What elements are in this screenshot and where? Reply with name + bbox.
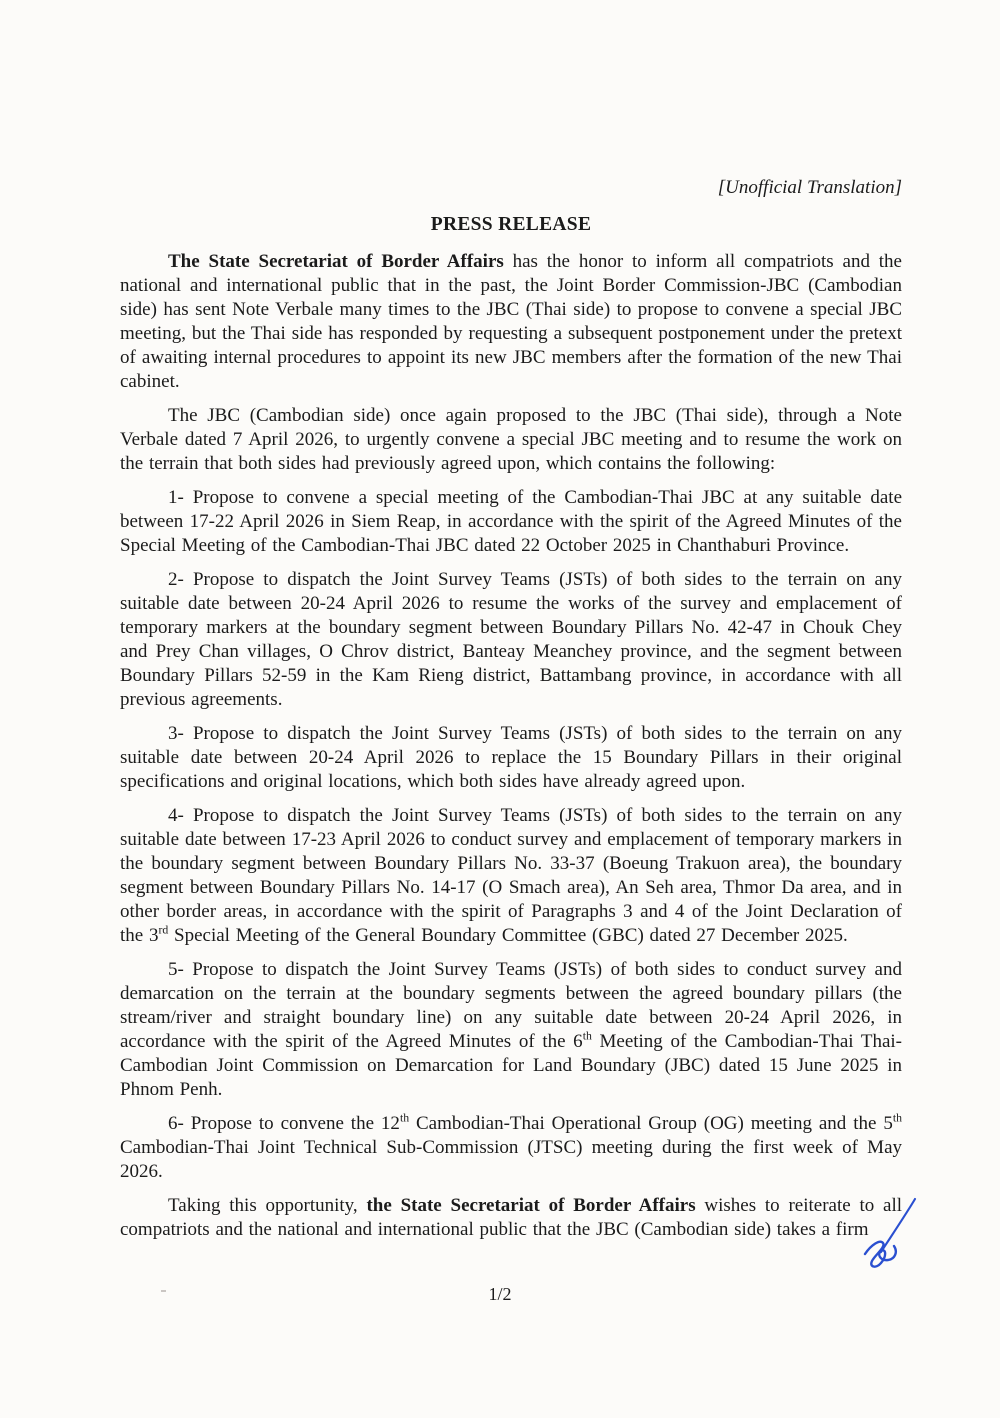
paragraph-item-4 [120,804,902,948]
paragraph-item-3 [120,722,902,794]
text-run: 1- Propose to convene a special meeting of the Cambodian-Thai JBC at any suitable date between 17-22 April 2026 in Siem Reap, in accordance with the spirit of the Agreed Minutes of the Special Meeting of the Cambodian-Thai JBC dated 22 October 2025 in Chanthaburi Province. [120,487,902,556]
text-run: The JBC (Cambodian side) once again proposed to the JBC (Thai side), through a Note Verbale dated 7 April 2026, to urgently convene a special JBC meeting and to resume the work on the terrain that both sides had previously agreed upon, which contains the following: [120,405,902,474]
text-run: wishes to reiterate to all compatriots and the national and international public that the JBC (Cambodian side) takes a firm [120,1195,903,1240]
ordinal-superscript: th [399,1111,410,1125]
document-content [120,0,902,1242]
paragraph-item-1 [120,486,902,558]
text-run: Cambodian-Thai Operational Group (OG) meeting and the 5 [409,1113,893,1134]
text-run: 6- Propose to convene the 12 [168,1113,400,1134]
scan-speck [161,1290,166,1292]
page-title: PRESS RELEASE [430,214,592,235]
org-name-bold: the State Secretariat of Border Affairs [366,1195,696,1216]
text-run: Cambodian-Thai Joint Technical Sub-Commission (JTSC) meeting during the first week of May 2026. [120,1137,902,1182]
text-run: has the honor to inform all compatriots and the national and international public that in the past, the Joint Border Commission-JBC (Cambodian side) has sent Note Verbale many times to the JBC (Thai side) to propose to convene a special JBC meeting, but the Thai side has responded by requesting a subsequent postponement under the pretext of awaiting internal procedures to appoint its new JBC members after the formation of the new Thai cabinet. [120,251,902,392]
ordinal-superscript: th [582,1029,592,1043]
text-run: Meeting of the Cambodian-Thai Thai-Cambodian Joint Commission on Demarcation for Land Boundary (JBC) dated 15 June 2025 in Phnom Penh. [120,1031,902,1100]
text-run: Special Meeting of the General Boundary Committee (GBC) dated 27 December 2025. [168,925,848,946]
paragraph-item-5 [120,958,902,1102]
page-number: 1/2 [488,1284,512,1304]
signature-initial [860,1194,928,1272]
org-name-bold: The State Secretariat of Border Affairs [168,251,504,272]
text-run: 4- Propose to dispatch the Joint Survey Teams (JSTs) of both sides to the terrain on any suitable date between 17-23 April 2026 to conduct survey and emplacement of temporary markers in the boundary segment between Boundary Pillars No. 33-37 (Boeung Trakuon area), the boundary segment between Boundary Pillars No. 14-17 (O Smach area), An Seh area, Thmor Da area, and in other border areas, in accordance with the spirit of Paragraphs 3 and 4 of the Joint Declaration of the 3 [120,805,902,946]
ordinal-superscript: rd [158,923,169,937]
paragraph-item-2 [120,568,902,712]
text-run: Taking this opportunity, [168,1195,367,1216]
translation-note: [Unofficial Translation] [717,177,902,198]
text-run: 3- Propose to dispatch the Joint Survey Teams (JSTs) of both sides to the terrain on any suitable date between 20-24 April 2026 to replace the 15 Boundary Pillars in their original specifications and original locations, which both sides have already agreed upon. [120,723,902,792]
text-run: 5- Propose to dispatch the Joint Survey Teams (JSTs) of both sides to conduct survey and demarcation on the terrain at the boundary segments between the agreed boundary pillars (the stream/river and straight boundary line) on any suitable date between 20-24 April 2026, in accordance with the spirit of the Agreed Minutes of the 6 [120,959,902,1052]
paragraph-intro [120,250,902,394]
paragraph-proposal-summary [120,404,902,476]
text-run: 2- Propose to dispatch the Joint Survey Teams (JSTs) of both sides to the terrain on any suitable date between 20-24 April 2026 to resume the works of the survey and emplacement of temporary markers at the boundary segment between Boundary Pillars No. 42-47 in Chouk Chey and Prey Chan villages, O Chrov district, Banteay Meanchey province, and the segment between Boundary Pillars 52-59 in the Kam Rieng district, Battambang province, in accordance with all previous agreements. [120,569,902,710]
ordinal-superscript: th [892,1111,903,1125]
paragraph-item-6 [120,1112,902,1184]
paragraph-closing [120,1194,902,1242]
pen-stroke-icon [860,1194,928,1272]
